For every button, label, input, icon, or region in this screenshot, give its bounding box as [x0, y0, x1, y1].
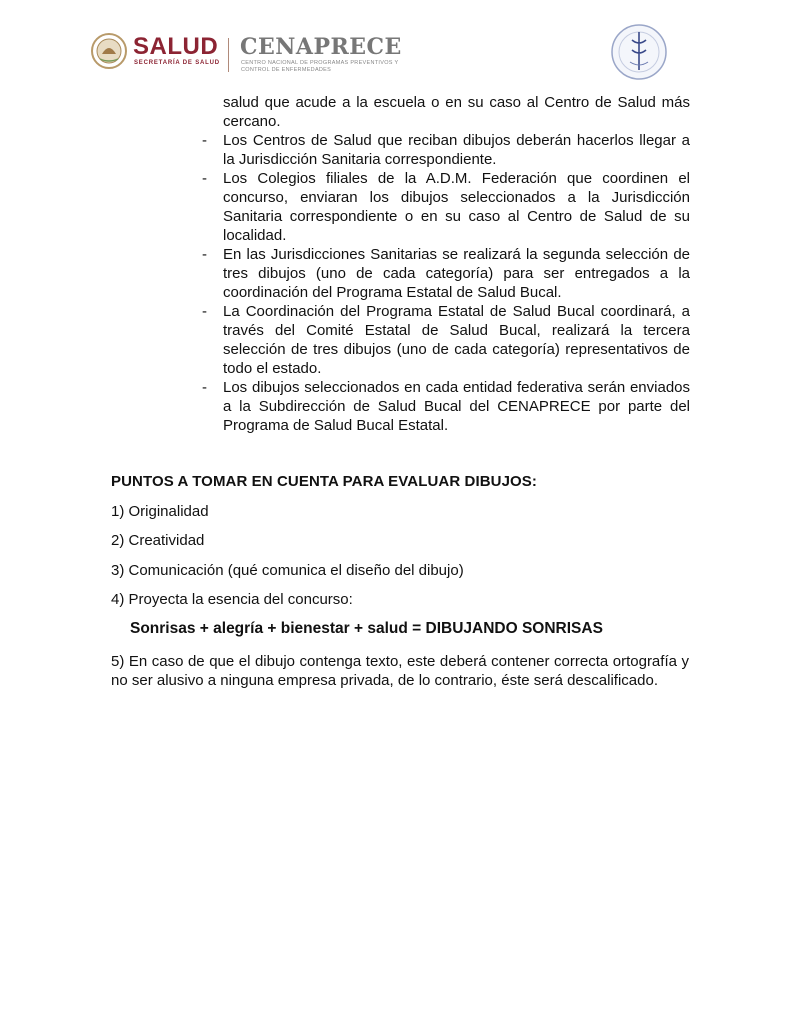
mexico-seal-icon [90, 32, 128, 70]
logo-divider [228, 38, 229, 72]
contest-slogan: Sonrisas + alegría + bienestar + salud = DIBUJANDO SONRISAS [130, 620, 603, 637]
salud-logo-text: SALUD [133, 33, 219, 60]
section-heading: PUNTOS A TOMAR EN CUENTA PARA EVALUAR DIBUJOS: [111, 473, 538, 490]
criterion-item: 2) Creatividad [111, 532, 205, 549]
list-item: - Los Colegios filiales de la A.D.M. Federación que coordinen el concurso, enviaran los dibujos seleccionados a la Jurisdicción Sanitaria correspondiente o en su caso al Centro de Salud de su localidad. [200, 169, 690, 245]
salud-logo-subtitle: SECRETARÍA DE SALUD [134, 60, 220, 66]
continuation-text: salud que acude a la escuela o en su caso al Centro de Salud más cercano. [223, 94, 690, 130]
criterion-item-5: 5) En caso de que el dibujo contenga texto, este deberá contener correcta ortografía y no ser alusivo a ninguna empresa privada, de lo contrario, éste será descalificado. [111, 653, 689, 689]
document-header [0, 0, 800, 90]
cenaprece-logo-subtitle: CENTRO NACIONAL DE PROGRAMAS PREVENTIVOS Y CONTROL DE ENFERMEDADES [241, 60, 399, 73]
criterion-item: 3) Comunicación (qué comunica el diseño del dibujo) [111, 562, 464, 579]
criterion-item: 1) Originalidad [111, 503, 209, 520]
list-item: - En las Jurisdicciones Sanitarias se realizará la segunda selección de tres dibujos (uno de cada categoría) para ser entregados a la coordinación del Programa Estatal de Salud Bucal. [200, 245, 690, 302]
cenaprece-logo-text: CENAPRECE [240, 34, 402, 60]
procedure-list [200, 93, 690, 435]
list-item: - La Coordinación del Programa Estatal de Salud Bucal coordinará, a través del Comité Estatal de Salud Bucal, realizará la tercera selección de tres dibujos (uno de cada categoría) representativos de todo el estado. [200, 302, 690, 378]
list-item: - Los Centros de Salud que reciban dibujos deberán hacerlos llegar a la Jurisdicción Sanitaria correspondiente. [200, 131, 690, 169]
list-item: - Los dibujos seleccionados en cada entidad federativa serán enviados a la Subdirección de Salud Bucal del CENAPRECE por parte del Programa de Salud Bucal Estatal. [200, 378, 690, 435]
dental-association-logo-icon [608, 22, 670, 82]
criterion-item: 4) Proyecta la esencia del concurso: [111, 591, 353, 608]
